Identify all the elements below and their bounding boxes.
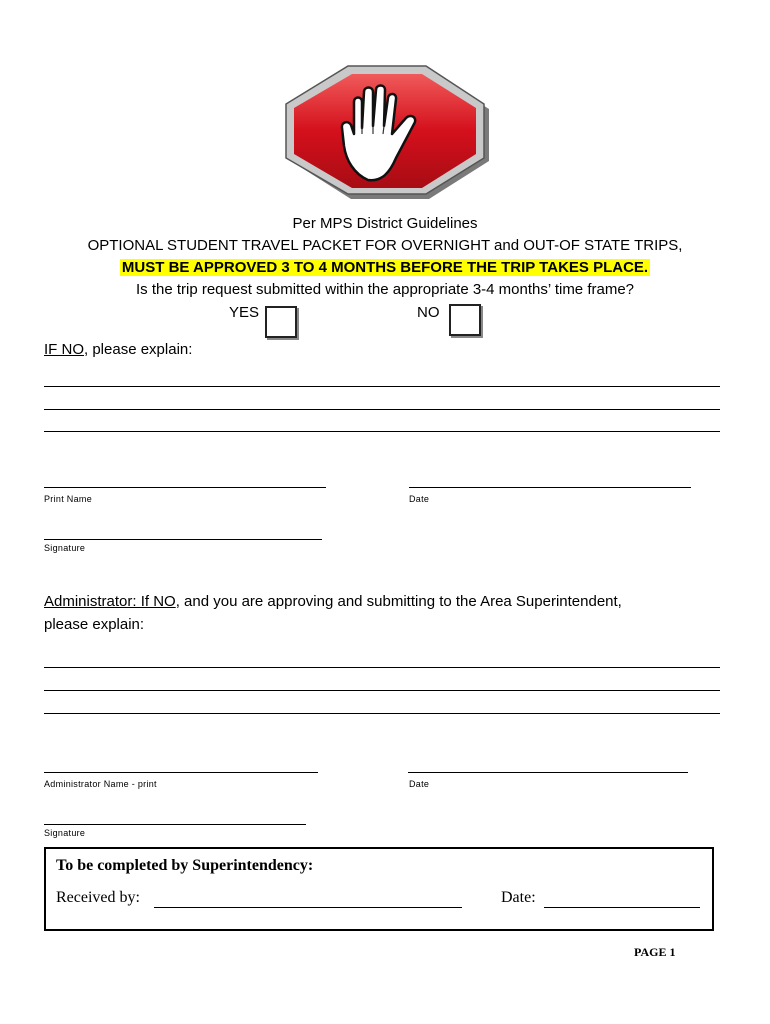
if-no-rest: , please explain:	[84, 341, 193, 358]
date-line-2[interactable]	[408, 772, 688, 773]
superintendency-date-label: Date:	[501, 889, 536, 906]
date-line-1[interactable]	[409, 487, 691, 488]
admin-name-line[interactable]	[44, 772, 318, 773]
signature-line-2[interactable]	[44, 824, 306, 825]
approval-notice	[0, 259, 770, 277]
guidelines-line: Per MPS District Guidelines	[292, 215, 478, 232]
signature-line-1[interactable]	[44, 539, 322, 540]
received-by-label: Received by:	[56, 889, 140, 906]
print-name-label: Print Name	[44, 494, 93, 504]
no-label: NO	[417, 304, 440, 321]
superintendency-box	[44, 847, 714, 931]
packet-title: OPTIONAL STUDENT TRAVEL PACKET FOR OVERNIGHT and OUT-OF STATE TRIPS,	[87, 237, 683, 254]
admin-explain-line-2[interactable]	[44, 690, 720, 691]
timeframe-question: Is the trip request submitted within the appropriate 3-4 months’ time frame?	[135, 281, 635, 298]
explain-line-1[interactable]	[44, 386, 720, 387]
stop-hand-icon	[282, 62, 492, 200]
date-label-2: Date	[409, 779, 430, 789]
approval-notice-highlight: MUST BE APPROVED 3 TO 4 MONTHS BEFORE THE TRIP TAKES PLACE.	[121, 259, 649, 276]
no-checkbox[interactable]	[449, 304, 481, 336]
superintendency-heading: To be completed by Superintendency:	[56, 857, 314, 874]
date-label-1: Date	[409, 494, 430, 504]
explain-line-2[interactable]	[44, 409, 720, 410]
admin-name-label: Administrator Name - print	[44, 779, 157, 789]
page-number: PAGE 1	[634, 945, 676, 959]
signature-label-2: Signature	[44, 828, 86, 838]
admin-prompt-line2: please explain:	[44, 616, 145, 633]
yes-label: YES	[229, 304, 260, 321]
received-by-line[interactable]	[154, 907, 462, 908]
print-name-line[interactable]	[44, 487, 326, 488]
admin-prompt-underlined: Administrator: If NO	[44, 593, 176, 610]
if-no-prompt	[44, 341, 192, 359]
admin-prompt	[44, 593, 622, 611]
signature-label-1: Signature	[44, 543, 86, 553]
admin-explain-line-1[interactable]	[44, 667, 720, 668]
admin-prompt-rest: , and you are approving and submitting to the Area Superintendent,	[175, 593, 622, 610]
if-no-underlined: IF NO	[44, 341, 84, 358]
admin-explain-line-3[interactable]	[44, 713, 720, 714]
superintendency-date-line[interactable]	[544, 907, 700, 908]
yes-checkbox[interactable]	[265, 306, 297, 338]
explain-line-3[interactable]	[44, 431, 720, 432]
